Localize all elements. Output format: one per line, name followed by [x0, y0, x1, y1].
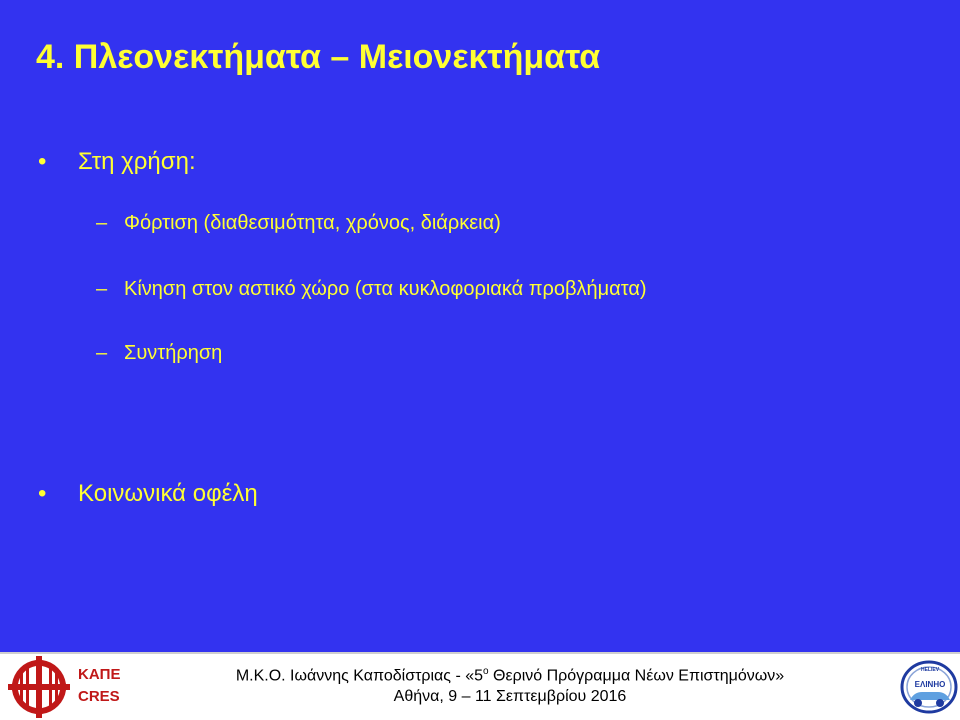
subitem-text: Κίνηση στον αστικό χώρο (στα κυκλοφοριακά προβλήματα) [124, 278, 647, 300]
elinho-logo-top-text: HELIEV [920, 667, 940, 673]
subitem-marker: – [96, 342, 108, 364]
subitem-text: Συντήρηση [124, 342, 223, 364]
bullet-marker: • [38, 480, 47, 507]
subitem-text: Φόρτιση (διαθεσιμότητα, χρόνος, διάρκεια) [124, 212, 501, 234]
bullet-marker: • [38, 148, 47, 175]
bullet-text: Κοινωνικά οφέλη [78, 480, 258, 507]
footer-line1-suffix: Θερινό Πρόγραμμα Νέων Επιστημόνων» [488, 667, 785, 685]
cres-logo-text: CRES [78, 688, 120, 705]
footer-line1-prefix: Μ.Κ.Ο. Ιωάννης Καποδίστριας - «5 [235, 667, 484, 685]
subitem-marker: – [96, 212, 108, 234]
footer-organizer-line [180, 666, 840, 685]
slide-footer [0, 652, 960, 720]
elinho-logo-text: ΕΛΙΝΗΟ [914, 680, 946, 689]
footer-divider [0, 652, 960, 654]
slide-title: 4. Πλεονεκτήματα – Μειονεκτήματα [36, 38, 601, 76]
footer-date-line: Αθήνα, 9 – 11 Σεπτεμβρίου 2016 [393, 688, 627, 705]
bullet-text: Στη χρήση: [78, 148, 196, 175]
kape-cres-logo-icon [4, 656, 144, 718]
subitem-marker: – [96, 278, 108, 300]
footer-line1-sup: ο [483, 666, 489, 677]
kape-logo-text: ΚΑΠΕ [78, 666, 121, 683]
